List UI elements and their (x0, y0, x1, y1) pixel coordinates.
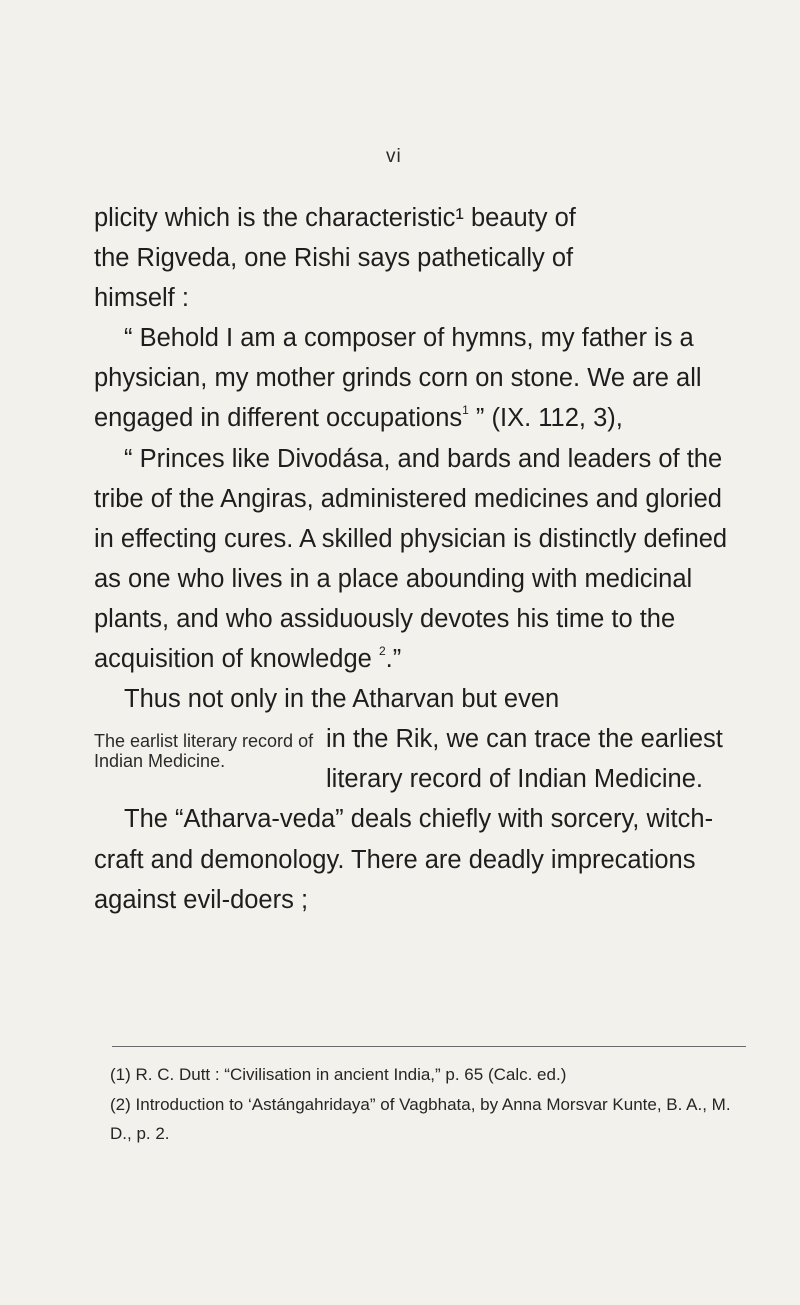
footnote-text: R. C. Dutt : “Civilisation in ancient India,” p. 65 (Calc. ed.) (135, 1065, 567, 1084)
paragraph-body: in the Rik, we can trace the earliest literary record of Indian Medicine. (326, 725, 723, 794)
quotation-hymn-citation: ” (IX. 112, 3), (468, 404, 623, 433)
page-number: vi (386, 146, 402, 167)
footnote-ref-1: 1 (462, 403, 469, 418)
footnote-2 (94, 1090, 746, 1149)
footnote-marker: (2) (110, 1094, 131, 1114)
paragraph-lead-text: Thus not only in the Atharvan but even (124, 685, 560, 714)
footnote-divider (112, 1046, 746, 1047)
paragraph-line: the Rigveda, one Rishi says pathetically of (94, 244, 574, 273)
paragraph-atharva: The “Atharva-veda” deals chiefly with sorcery, witch-craft and demonology. There are deadly imprecations against evil-doers ; (94, 805, 714, 914)
paragraph-line: himself : (94, 284, 189, 313)
quotation-princes-text: “ Princes like Divodása, and bards and leaders of the tribe of the Angiras, administered medicines and gloried in effecting cures. A skilled physician is distinctly defined as one who lives in a place abounding with medicinal plants, and who assiduously devotes his time to the acquisition of knowledge (94, 444, 728, 674)
quotation-hymn (94, 318, 746, 438)
quotation-princes (94, 439, 746, 680)
main-text (94, 198, 746, 920)
quotation-hymn-text: “ Behold I am a composer of hymns, my father is a physician, my mother grinds corn on stone. We are all engaged in different occupations (94, 324, 702, 433)
footnote-marker: (1) (110, 1065, 131, 1084)
footnote-ref-2: 2 (378, 644, 386, 659)
footnotes (94, 1060, 746, 1149)
paragraph-with-sidenote (94, 719, 746, 799)
footnote-text: Introduction to ‘Astángahridaya” of Vagbhata, by Anna Morsvar Kunte, B. A., M. D., p. 2. (110, 1094, 731, 1143)
paragraph-lead (94, 679, 746, 719)
paragraph-line: plicity which is the characteristic¹ beauty of (94, 204, 576, 232)
quotation-princes-end: .” (385, 645, 402, 674)
margin-note: The earlist literary record of Indian Medicine. (94, 731, 314, 772)
paragraph-continuation (94, 198, 746, 318)
footnote-1 (94, 1060, 746, 1090)
